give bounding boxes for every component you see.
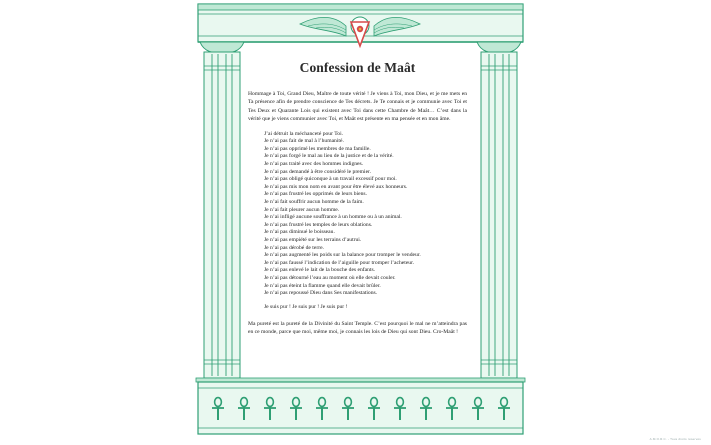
list-item: Je n’ai fait souffrir aucun homme de la faim. — [264, 198, 364, 205]
list-item: Je n’ai pas traité avec des hommes indignes. — [264, 161, 364, 167]
list-item: J’ai détruit la méchanceté pour Toi. — [264, 130, 344, 137]
list-item: Je n’ai pas diminué le boisseau. — [264, 229, 335, 236]
list-item: Je n’ai pas opprimé les membres de ma famille. — [264, 145, 371, 152]
list-item: Je n’ai pas mis mon nom en avant pour être élevé aux honneurs. — [264, 183, 408, 190]
right-column — [477, 42, 521, 378]
list-item: Je n’ai pas frustré les opprimés de leurs biens. — [264, 191, 367, 198]
left-column — [200, 42, 244, 378]
confession-list — [264, 131, 467, 298]
list-item: Je n’ai pas forgé le mal au lieu de la justice et de la vérité. — [264, 153, 394, 160]
list-item: Je n’ai pas repoussé Dieu dans Ses manifestations. — [264, 290, 378, 297]
list-item: Je n’ai pas augmenté les poids sur la balance pour tromper le vendeur. — [264, 252, 421, 259]
list-item: Je n’ai pas dérobé de terre. — [264, 244, 324, 251]
closing-line: Je suis pur ! Je suis pur ! Je suis pur ! — [264, 303, 348, 310]
list-item: Je n’ai pas empiété sur les terrains d’autrui. — [264, 236, 362, 243]
list-item: Je n’ai pas demandé à être considéré le premier. — [264, 168, 372, 175]
page-title: Confession de Maât — [299, 60, 416, 75]
list-item: Je n’ai pas fait de mal à l’humanité. — [264, 138, 344, 145]
poster-text-block — [248, 60, 467, 337]
list-item: Je n’ai pas éteint la flamme quand elle devait brûler. — [264, 282, 381, 289]
list-item: Je n’ai pas obligé quiconque à un travail excessif pour moi. — [264, 176, 397, 183]
list-item: Je n’ai fait pleurer aucun homme. — [264, 206, 340, 213]
copyright-credit: A.M.O.R.C. - Tous droits réservés — [649, 437, 701, 441]
list-item: Je n’ai infligé aucune souffrance à un homme ou à un animal. — [264, 214, 402, 221]
list-item: Je n’ai pas frustré les temples de leurs oblations. — [264, 221, 373, 228]
intro-paragraph: Hommage à Toi, Grand Dieu, Maître de toute vérité ! Je viens à Toi, mon Dieu, et je me mets en Ta présence afin de prendre conscience de Tes décrets. Je Te connais et je communie avec Toi et Tes Deux et Quarante Lois qui existent avec Toi dans cette Chambre de Maât… C’est dans la vérité que je viens communier avec Toi, et Maât est présente en ma pensée et en mon âme. — [248, 91, 467, 123]
list-item: Je n’ai pas détourné l’eau au moment où elle devait couler. — [264, 274, 396, 281]
list-item: Je n’ai pas faussé l’indication de l’aiguille pour tromper l’acheteur. — [264, 259, 415, 266]
list-item: Je n’ai pas enlevé le lait de la bouche des enfants. — [264, 267, 376, 274]
outro-paragraph: Ma pureté est la pureté de la Divinité du Saint Temple. C’est pourquoi le mal ne m’atteindra pas en ce monde, parce que moi, même moi, je connais les lois de Dieu qui sont Dieu. Cro-Maât ! — [248, 320, 467, 336]
